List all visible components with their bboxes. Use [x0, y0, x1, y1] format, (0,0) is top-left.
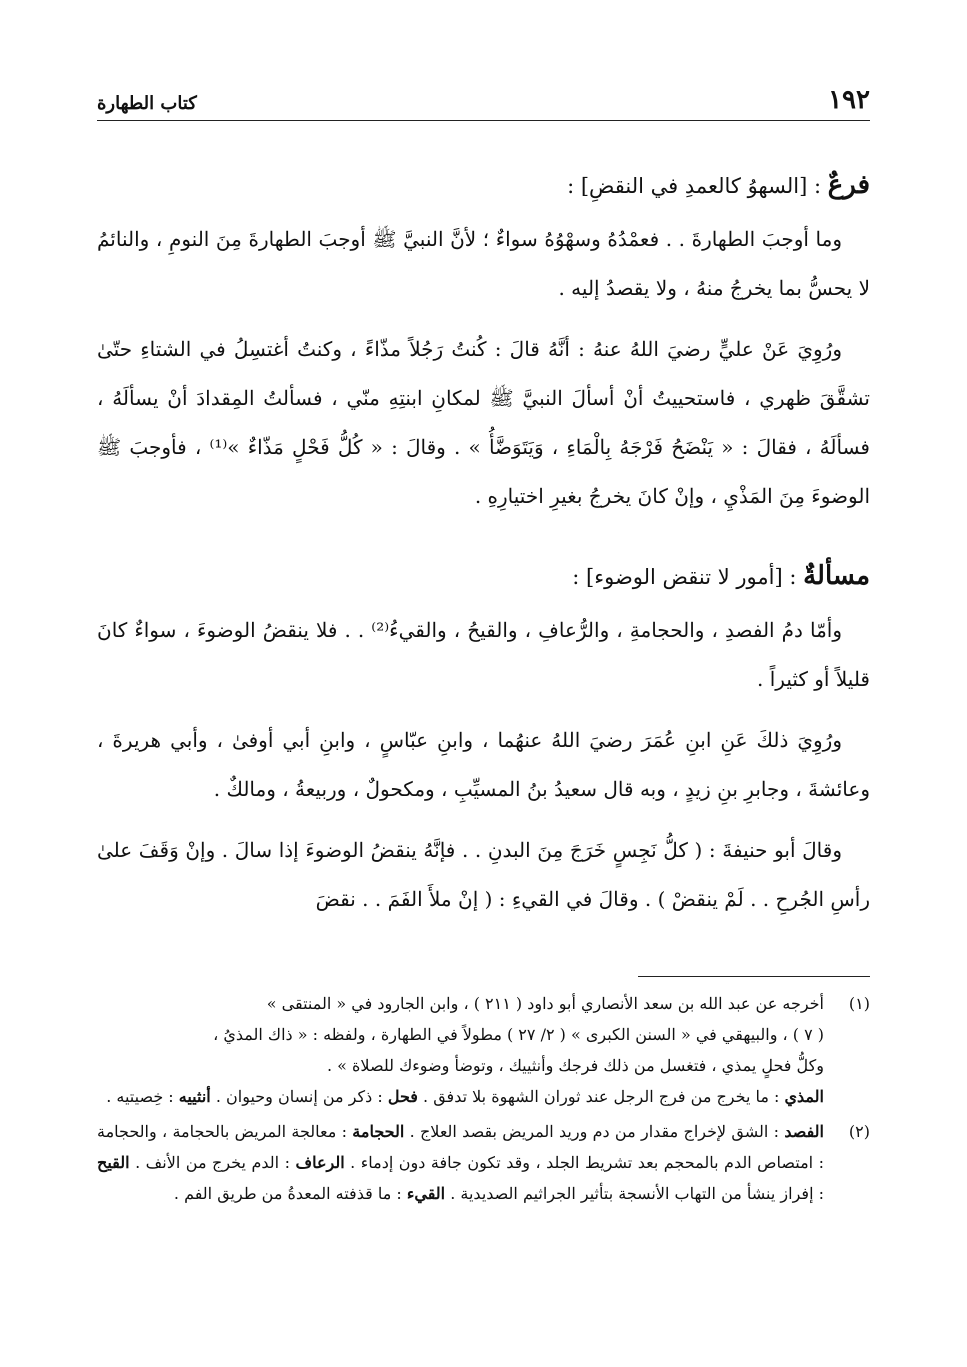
- section-gap: [97, 533, 870, 551]
- footnote-body: [97, 1116, 824, 1209]
- footnote-body: [97, 988, 824, 1112]
- paragraph: وقالَ أبو حنيفةَ : ( كلُّ نَجِسٍ خَرَجَ مِنَ البدنِ . . فإنَّهُ ينقضُ الوضوءَ إذا سالَ . وإنْ وَقَفَ علىٰ رأسِ الجُرحِ . . لَمْ ينقضْ ) . وقالَ في القيءِ : ( إنْ ملأَ الفَمَ . . نقضَ: [97, 838, 870, 911]
- glossary-term: أنثييه: [178, 1087, 211, 1106]
- footnote-number: (١): [848, 994, 870, 1013]
- section-heading-far: [97, 160, 870, 211]
- glossary-definition: : ذكر من إنسان وحيوان .: [210, 1087, 388, 1106]
- glossary-term: الفصد: [784, 1122, 824, 1141]
- glossary-definition: : الشق لإخراج مقدار من دم وريد المريض بقصد العلاج .: [404, 1122, 785, 1141]
- paragraph: وما أوجبَ الطهارةَ . . فعمْدُهُ وسهْوُهُ سواءٌ ؛ لأنَّ النبيَّ ﷺ أوجبَ الطهارةَ مِنَ النومِ ، والنائمُ لا يحسُّ بما يخرجُ منهُ ، ولا يقصدُ إليه .: [97, 227, 870, 300]
- page-header: [97, 84, 870, 121]
- glossary-definition: : إفراز ينشأ من التهاب الأنسجة بتأثير الجراثيم الصديدية .: [445, 1184, 824, 1203]
- page-number: ١٩٢: [828, 85, 870, 115]
- footnote-2: [97, 1116, 870, 1209]
- glossary-term: الرعاف: [295, 1153, 345, 1172]
- footnote-1: [97, 988, 870, 1112]
- footnote-glossary: [97, 1081, 824, 1112]
- running-title: كتاب الطهارة: [97, 93, 197, 114]
- footnote-number: (٢): [848, 1122, 870, 1141]
- footnote-line: ( ٧ ) ، والبيهقي في « السنن الكبرى » ( ٢/ ٢٧ ) مطولاً في الطهارة ، ولفظه : « ذاك المذيُ ،: [213, 1025, 824, 1044]
- heading-keyword: فرعٌ: [827, 170, 870, 200]
- section-heading-masala: [97, 551, 870, 602]
- glossary-definition: : ما قذفته المعدةُ من طريق الفم .: [173, 1184, 407, 1203]
- paragraph: ورُوِيَ ذلكَ عَنِ ابنِ عُمَرَ رضيَ اللهُ عنهُما ، وابنِ عبّاسٍ ، وابنِ أبي أوفىٰ ، وأبي هريرةَ ، وعائشةَ ، وجابرِ بنِ زيدٍ ، وبه قال سعيدُ بنُ المسيِّبِ ، ومكحولٌ ، وربيعةُ ، ومالكٌ .: [97, 728, 870, 801]
- glossary-term: القيح: [97, 1153, 130, 1172]
- footnote-separator: [638, 976, 870, 977]
- glossary-definition: : ما يخرج من فرج الرجل عند ثوران الشهوة بلا تدفق .: [417, 1087, 785, 1106]
- glossary-definition: : معالجة المريض بالحجامة ، والحجامة : امتصاص الدم بالمحجم بعد تشريط الجلد ، وقد تكون جافة دون إدماء .: [97, 1122, 825, 1172]
- footnotes: [97, 988, 870, 1213]
- glossary-term: الحجامة: [352, 1122, 405, 1141]
- paragraph: ورُوِيَ عَنْ عليٍّ رضيَ اللهُ عنهُ : أنَّهُ قالَ : كُنتُ رَجُلاً مذّاءً ، وكنتُ أغتسِلُ في الشتاءِ حتّىٰ تشقَّقَ ظهري ، فاستحييتُ أنْ أسألَ النبيَّ ﷺ لمكانِ ابنتِهِ منّي ، فسألتُ المِقدادَ أنْ يسألَهُ ، فسألَهُ ، فقالَ : « يَنْضَحُ فَرْجَهُ بِالْمَاءِ ، وَيَتَوَضَّأُ » . وقالَ : « كُلُّ فَحْلٍ مَذّاءٌ »⁽¹⁾ ، فأوجبَ ﷺ الوضوءَ مِنَ المَذْيِ ، وإنْ كانَ يخرجُ بغيرِ اختيارِهِ .: [97, 337, 870, 508]
- main-text: [97, 160, 870, 936]
- glossary-term: فحل: [387, 1087, 418, 1106]
- heading-title: : [السهوُ كالعمدِ في النقضِ] :: [567, 174, 828, 198]
- glossary-term: القيء: [406, 1184, 446, 1203]
- glossary-definition: : خِصيتيه .: [106, 1087, 179, 1106]
- glossary-term: المذي: [784, 1087, 824, 1106]
- heading-title: : [أمور لا تنقض الوضوء] :: [572, 565, 804, 589]
- footnote-line: وكلُّ فحلٍ يمذي ، فتغسل من ذلك فرجك وأنثييك ، وتوضأ وضوءك للصلاة » .: [326, 1056, 824, 1075]
- heading-keyword: مسألةٌ: [803, 561, 870, 591]
- paragraph: وأمّا دمُ الفصدِ ، والحجامةِ ، والرُّعافِ ، والقيحُ ، والقيءُ⁽²⁾ . . فلا ينقضُ الوضوءَ ، سواءٌ كانَ قليلاً أو كثيراً .: [97, 618, 870, 691]
- glossary-definition: : الدم يخرج من الأنف .: [129, 1153, 296, 1172]
- footnote-line: أخرجه عن عبد الله بن سعد الأنصاري أبو داود ( ٢١١ ) ، وابن الجارود في « المنتقى »: [266, 994, 824, 1013]
